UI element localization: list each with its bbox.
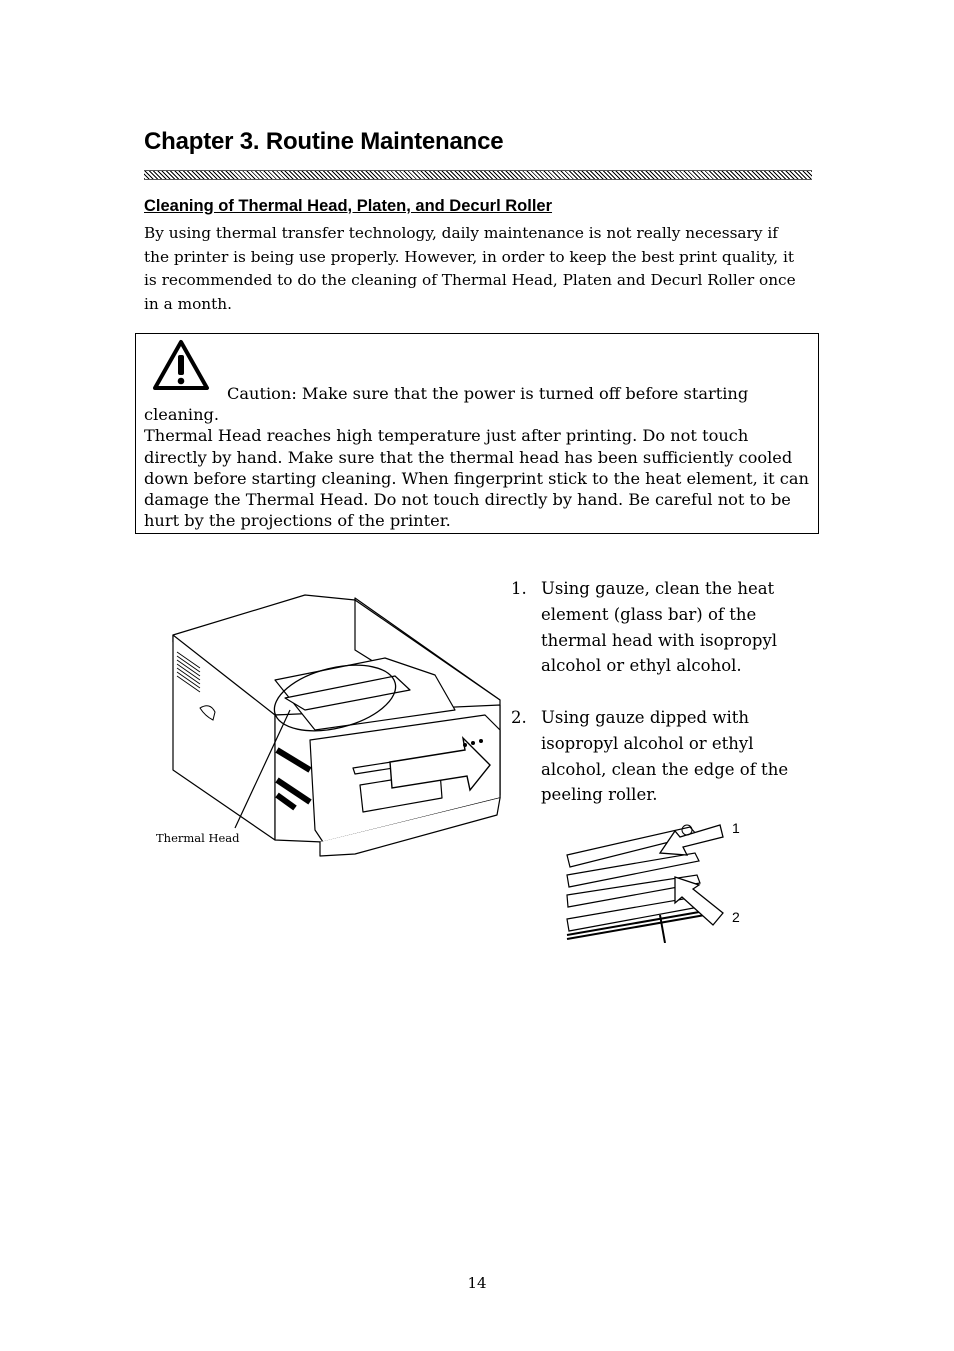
step-line: element (glass bar) of the — [541, 604, 757, 624]
step-line: Using gauze, clean the heat — [541, 579, 775, 598]
caution-line: damage the Thermal Head. Do not touch directly by hand. Be careful not to be — [144, 490, 791, 510]
step-number: 2. — [511, 707, 527, 727]
page-number: 14 — [467, 1274, 487, 1292]
intro-line: in a month. — [144, 294, 233, 313]
step-number: 1. — [511, 579, 527, 598]
hatched-divider — [144, 170, 812, 180]
caution-line: directly by hand. Make sure that the thermal head has been sufficiently cooled — [144, 447, 793, 467]
caution-line: hurt by the projections of the printer. — [144, 511, 451, 531]
caution-body — [144, 404, 810, 532]
roller-label-2: 2 — [732, 909, 740, 925]
step-line: thermal head with isopropyl — [541, 630, 778, 650]
intro-line: By using thermal transfer technology, daily maintenance is not really necessary if — [144, 224, 778, 242]
intro-line: the printer is being use properly. However, in order to keep the best print quality, it — [144, 247, 794, 266]
caution-heading: Caution: Make sure that the power is turned off before starting — [227, 384, 749, 403]
step-line: alcohol, clean the edge of the — [541, 759, 789, 779]
step-line: alcohol or ethyl alcohol. — [541, 656, 742, 676]
step-line: peeling roller. — [541, 785, 658, 805]
roller-illustration — [565, 815, 725, 943]
caution-line: Thermal Head reaches high temperature just after printing. Do not touch — [144, 426, 749, 446]
caution-line: cleaning. — [144, 405, 220, 424]
chapter-title: Chapter 3. Routine Maintenance — [144, 128, 504, 155]
step-item — [511, 705, 811, 808]
warning-triangle-icon — [152, 339, 210, 391]
roller-label-1: 1 — [732, 820, 740, 836]
section-title: Cleaning of Thermal Head, Platen, and Decurl Roller — [144, 197, 553, 215]
thermal-head-label: Thermal Head — [156, 831, 240, 845]
steps-list — [511, 576, 811, 834]
step-line: isopropyl alcohol or ethyl — [541, 733, 754, 753]
intro-paragraph — [144, 222, 808, 316]
caution-box — [135, 333, 819, 534]
step-item — [511, 576, 811, 679]
step-line: Using gauze dipped with — [541, 707, 750, 727]
intro-line: is recommended to do the cleaning of Thermal Head, Platen and Decurl Roller once — [144, 271, 796, 289]
caution-line: down before starting cleaning. When fingerprint stick to the heat element, it can — [144, 468, 809, 488]
